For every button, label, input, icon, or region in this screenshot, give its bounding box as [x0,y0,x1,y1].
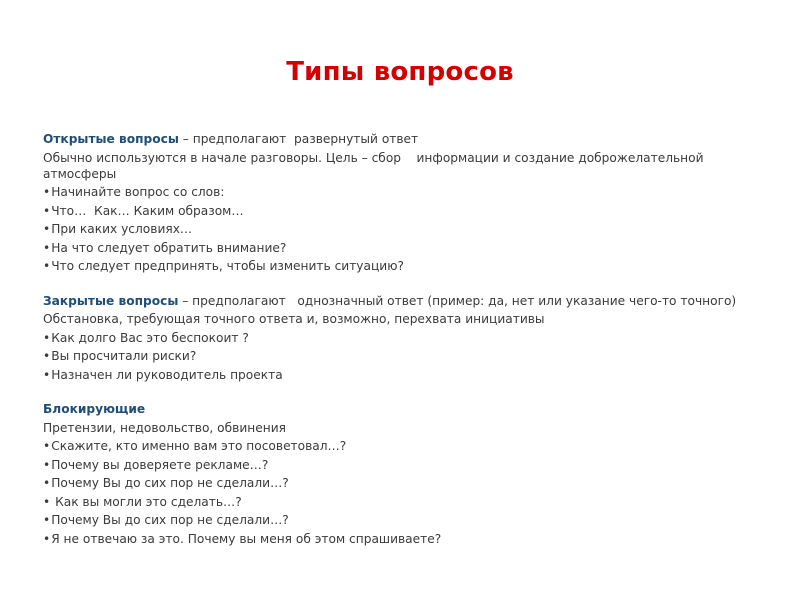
list-item: • Я не отвечаю за это. Почему вы меня об этом спрашиваете? [43,531,748,547]
list-item: • Почему Вы до сих пор не сделали…? [43,475,748,491]
list-item: • Назначен ли руководитель проекта [43,367,748,383]
section-spacer [43,277,748,293]
section-open-description: Обычно используются в начале разговоры. Цель – сбор информации и создание доброжелательной атмосферы [43,150,708,181]
section-blocking-heading [43,401,748,417]
slide-content [43,131,748,549]
list-item: • Почему Вы до сих пор не сделали…? [43,512,748,528]
section-heading-rest: – предполагают однозначный ответ (пример: да, нет или указание чего-то точного) [178,293,737,308]
list-item: • Скажите, кто именно вам это посоветовал…? [43,438,748,454]
section-heading-label: Блокирующие [43,402,146,416]
section-closed-description: Обстановка, требующая точного ответа и, возможно, перехвата инициативы [43,312,545,326]
section-heading-label: Закрытые вопросы [43,293,179,308]
section-heading-label: Открытые вопросы [43,132,179,146]
list-item: • При каких условиях… [43,221,748,237]
section-open-heading [43,131,748,147]
section-blocking-description: Претензии, недовольство, обвинения [43,420,286,435]
list-item: • Что… Как… Каким образом… [43,203,748,219]
list-item: • Что следует предпринять, чтобы изменить ситуацию? [43,258,748,274]
list-item: • Вы просчитали риски? [43,348,748,364]
list-item: • На что следует обратить внимание? [43,240,748,256]
list-item: • Начинайте вопрос со слов: [43,184,748,200]
list-item: • Как вы могли это сделать…? [43,494,748,510]
list-item: • Как долго Вас это беспокоит ? [43,330,748,346]
section-heading-rest: – предполагают развернутый ответ [178,132,419,146]
list-item: • Почему вы доверяете рекламе…? [43,457,748,473]
section-spacer [43,385,748,401]
slide-title: Типы вопросов [286,57,514,87]
section-closed-heading [43,293,748,309]
